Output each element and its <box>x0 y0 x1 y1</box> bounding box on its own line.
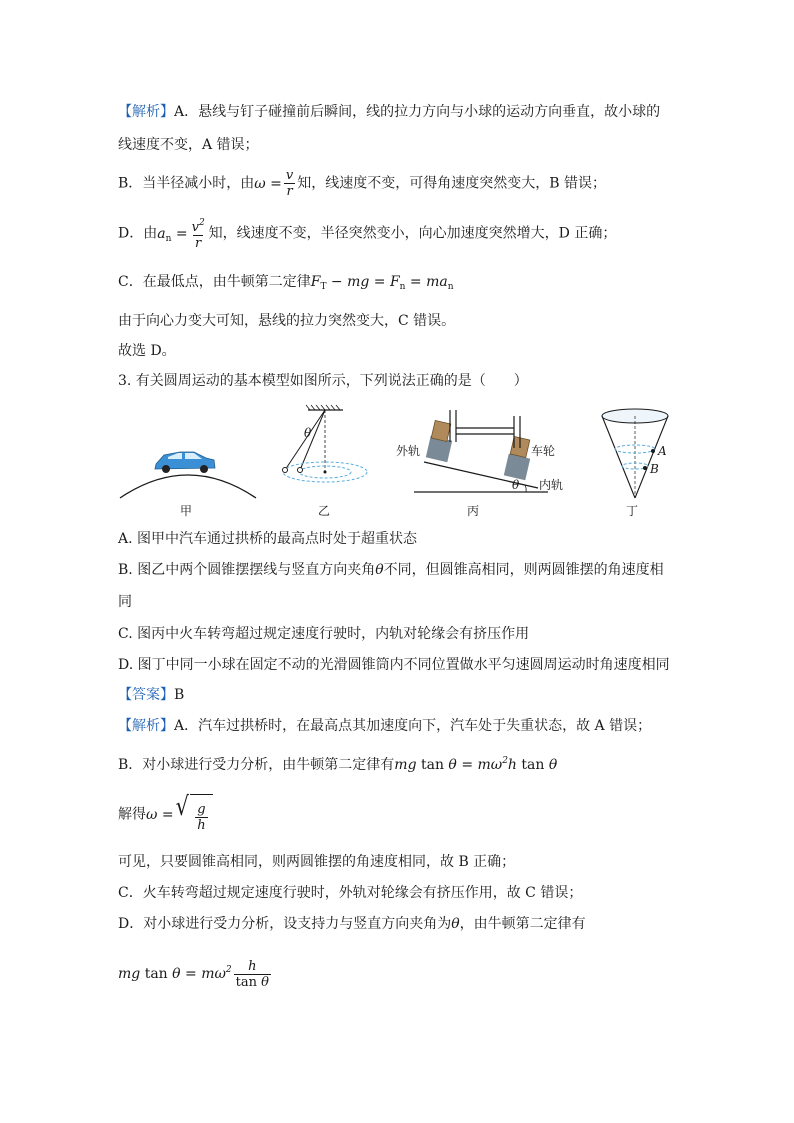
caption-yi: 乙 <box>318 504 331 518</box>
q3-analysis-tag: 【解析】 <box>118 718 174 734</box>
sol1-b-line <box>118 168 606 198</box>
b-formula: mg $\tan \theta = m\omega^2h$ tan θ <box>394 756 558 773</box>
option-d: D. 图丁中同一小球在固定不动的光滑圆锥筒内不同位置做水平匀速圆周运动时角速度相同 <box>118 657 670 673</box>
theta-symbol-2: θ <box>451 916 460 932</box>
sol1-d-line <box>118 216 617 251</box>
sol1-d-pre: D．由 <box>118 225 158 242</box>
option-b-post: 不同，但圆锥高相同，则两圆锥摆的角速度相 <box>383 562 664 578</box>
sol1-c-line2: 由于向心力变大可知，悬线的拉力突然变大，C 错误。 <box>118 313 456 329</box>
inner-rail-label: 内轨 <box>539 478 564 492</box>
d-formula: mg $\tan \theta = m\omega^2$ $\frac{h}{\text{tan θ}}$ <box>118 958 269 990</box>
option-a: A. 图甲中汽车通过拱桥的最高点时处于超重状态 <box>118 531 418 547</box>
q3-analysis-b <box>118 751 557 775</box>
option-b-line1 <box>118 560 664 580</box>
q3-analysis-a-text: A．汽车过拱桥时，在最高点其加速度向下，汽车处于失重状态，故 A 错误； <box>174 718 652 734</box>
caption-bing: 丙 <box>467 504 480 518</box>
sol1-a-line2: 线速度不变，A 错误； <box>118 137 259 153</box>
theta-symbol: θ <box>375 562 384 578</box>
answer-line <box>118 685 184 705</box>
figure-yi-conical-pendulums <box>283 405 368 482</box>
q3-solve-line <box>118 790 213 834</box>
newton-second-law-formula: $F_T$ − mg = $F_n = ma_n$ <box>310 274 454 292</box>
q3-analysis-d <box>118 914 586 934</box>
outer-rail-label: 外轨 <box>396 444 421 458</box>
solve-pre: 解得 <box>118 806 146 823</box>
q3-figure <box>118 402 678 520</box>
q3-stem: 3. 有关圆周运动的基本模型如图所示，下列说法正确的是（ ） <box>118 373 528 389</box>
sol1-b-post: 知，线速度不变，可得角速度突然变大，B 错误； <box>297 175 607 192</box>
caption-ding: 丁 <box>626 504 639 518</box>
figure-bing-banked-track <box>414 410 548 492</box>
answer-tag: 【答案】 <box>118 687 174 703</box>
sol1-a-line1 <box>118 102 660 122</box>
circular-motion-models-diagram <box>118 402 678 520</box>
an-equals-v2-over-r: $a_n$ = $\frac{v^2}{r}$ <box>157 218 205 251</box>
figure-jia-car-on-bridge <box>120 452 256 498</box>
sol1-d-post: 知，线速度不变，半径突然变小，向心加速度突然增大，D 正确； <box>208 225 617 242</box>
omega-sqrt-formula: ω = √ $\frac{g}{h}$ <box>146 807 213 823</box>
answer-value: B <box>174 687 185 703</box>
sol1-choose: 故选 D。 <box>118 343 176 359</box>
bing-theta-label: θ <box>512 478 520 492</box>
q3-analysis-a <box>118 716 651 736</box>
option-b-line2: 同 <box>118 594 132 610</box>
q3-d-pre: D．对小球进行受力分析，设支持力与竖直方向夹角为 <box>118 916 452 932</box>
analysis-tag: 【解析】 <box>118 104 174 120</box>
caption-jia: 甲 <box>180 504 193 518</box>
q3-d-formula-line <box>118 950 273 990</box>
point-a-label: A <box>658 444 667 458</box>
option-b-pre: B. 图乙中两个圆锥摆摆线与竖直方向夹角 <box>118 562 376 578</box>
sol1-b-pre: B．当半径减小时，由 <box>118 175 255 192</box>
q3-b-conclusion: 可见，只要圆锥高相同，则两圆锥摆的角速度相同，故 B 正确； <box>118 854 516 870</box>
wheel-label: 车轮 <box>531 444 556 458</box>
sol1-c-pre: C．在最低点，由牛顿第二定律 <box>118 274 311 290</box>
q3-analysis-c: C．火车转弯超过规定速度行驶时，外轨对轮缘会有挤压作用，故 C 错误； <box>118 885 583 901</box>
omega-equals-v-over-r: ω = $\frac{v}{r}$ <box>254 168 294 199</box>
option-c: C. 图丙中火车转弯超过规定速度行驶时，内轨对轮缘会有挤压作用 <box>118 626 530 642</box>
q3-analysis-b-pre: B．对小球进行受力分析，由牛顿第二定律有 <box>118 757 395 773</box>
q3-d-post: ，由牛顿第二定律有 <box>459 916 586 932</box>
sol1-c-line <box>118 272 454 297</box>
yi-theta-label: θ <box>304 426 312 440</box>
point-b-label: B <box>650 462 659 476</box>
sol1-a-text: A．悬线与钉子碰撞前后瞬间，线的拉力方向与小球的运动方向垂直，故小球的 <box>174 104 661 120</box>
